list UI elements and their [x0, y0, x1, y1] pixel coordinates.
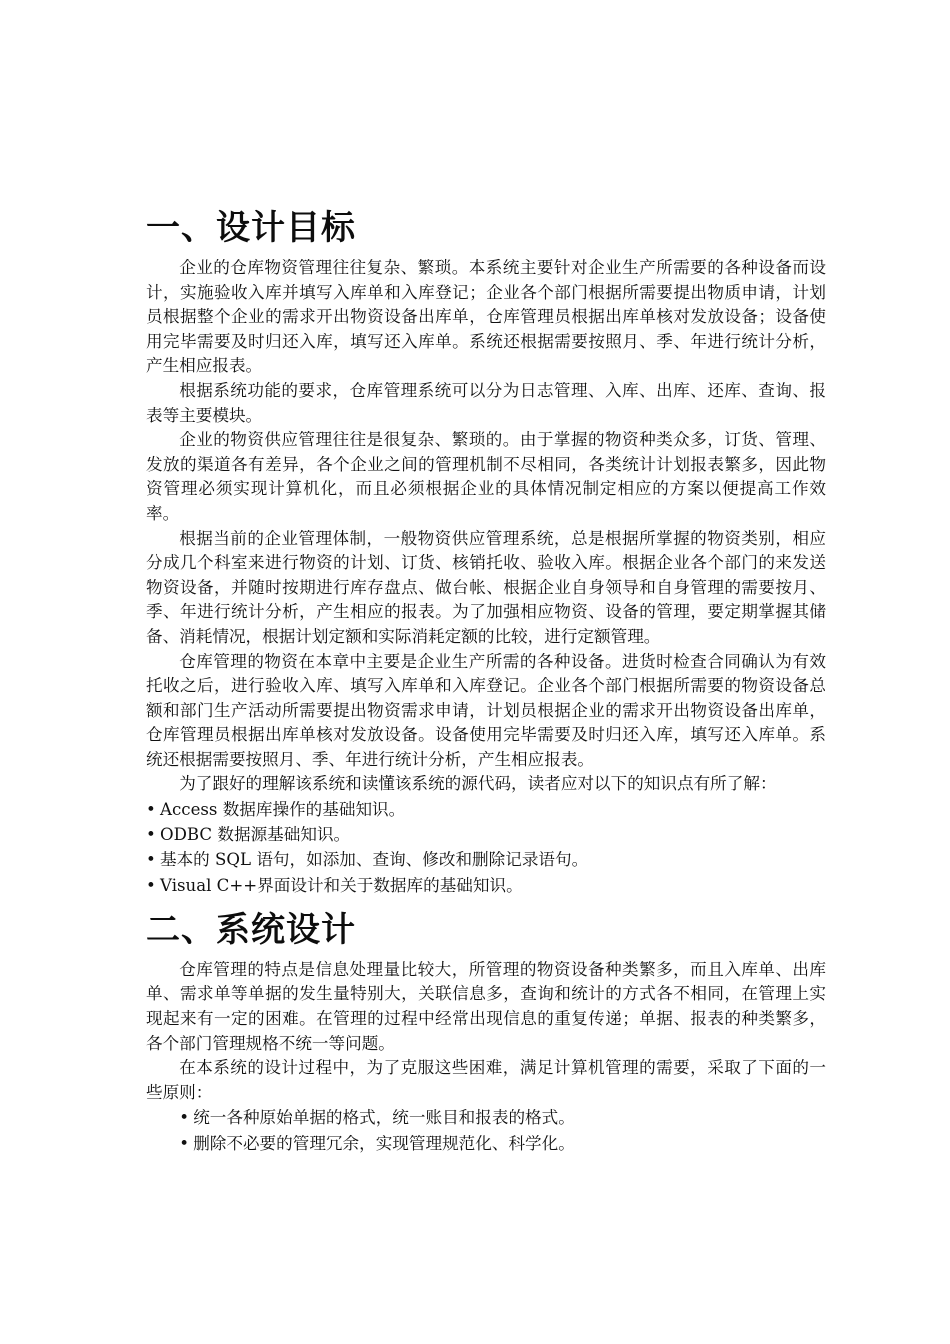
bullet-dot-icon: • — [146, 825, 156, 845]
bullet-item — [146, 822, 826, 847]
bullet-item — [146, 873, 826, 898]
bullet-dot-icon: • — [146, 875, 156, 895]
bullet-dot-icon: • — [146, 850, 156, 870]
bullet-dot-icon: • — [179, 1108, 189, 1128]
section-heading-system-design: 二、系统设计 — [146, 909, 356, 950]
bullet-text: Access 数据库操作的基础知识。 — [160, 800, 406, 820]
body-paragraph: 仓库管理的物资在本章中主要是企业生产所需的各种设备。进货时检查合同确认为有效托收之后，进行验收入库、填写入库单和入库登记。企业各个部门根据所需要的物资设备总额和部门生产活动所需要提出物资需求申请，计划员根据企业的需求开出物资设备出库单，仓库管理员根据出库单核对发放设备。设备使用完毕需要及时归还入库，填写还入库单。系统还根据需要按照月、季、年进行统计分析，产生相应报表。 — [146, 651, 826, 769]
bullet-item — [146, 797, 826, 822]
bullet-dot-icon: • — [146, 800, 156, 820]
body-paragraph: 根据系统功能的要求，仓库管理系统可以分为日志管理、入库、出库、还库、查询、报表等主要模块。 — [146, 380, 826, 425]
bullet-text: 删除不必要的管理冗余，实现管理规范化、科学化。 — [193, 1133, 575, 1153]
bullet-text: 基本的 SQL 语句，如添加、查询、修改和删除记录语句。 — [160, 850, 589, 870]
body-paragraph: 在本系统的设计过程中，为了克服这些困难，满足计算机管理的需要，采取了下面的一些原则： — [146, 1058, 826, 1102]
bullet-text: 统一各种原始单据的格式，统一账目和报表的格式。 — [193, 1108, 575, 1128]
bullet-dot-icon: • — [179, 1133, 189, 1153]
body-paragraph: 根据当前的企业管理体制，一般物资供应管理系统，总是根据所掌握的物资类别，相应分成几个科室来进行物资的计划、订货、核销托收、验收入库。根据企业各个部门的来发送物资设备，并随时按期进行库存盘点、做台帐、根据企业自身领导和自身管理的需要按月、季、年进行统计分析，产生相应的报表。为了加强相应物资、设备的管理，要定期掌握其储备、消耗情况，根据计划定额和实际消耗定额的比较，进行定额管理。 — [146, 528, 826, 646]
body-paragraph: 仓库管理的特点是信息处理量比较大，所管理的物资设备种类繁多，而且入库单、出库单、需求单等单据的发生量特别大，关联信息多，查询和统计的方式各不相同，在管理上实现起来有一定的困难。在管理的过程中经常出现信息的重复传递；单据、报表的种类繁多，各个部门管理规格不统一等问题。 — [146, 959, 826, 1053]
section-heading-design-goals: 一、设计目标 — [146, 208, 356, 248]
body-paragraph: 企业的物资供应管理往往是很复杂、繁琐的。由于掌握的物资种类众多，订货、管理、发放的渠道各有差异，各个企业之间的管理机制不尽相同，各类统计计划报表繁多，因此物资管理必须实现计算机化，而且必须根据企业的具体情况制定相应的方案以便提高工作效率。 — [146, 430, 826, 523]
body-paragraph: 企业的仓库物资管理往往复杂、繁琐。本系统主要针对企业生产所需要的各种设备而设计，实施验收入库并填写入库单和入库登记；企业各个部门根据所需要提出物质申请，计划员根据整个企业的需求开出物资设备出库单，仓库管理员根据出库单核对发放设备；设备使用完毕需要及时归还入库，填写还入库单。系统还根据需要按照月、季、年进行统计分析，产生相应报表。 — [146, 258, 826, 376]
body-paragraph: 为了跟好的理解该系统和读懂该系统的源代码，读者应对以下的知识点有所了解： — [179, 774, 777, 794]
bullet-item — [146, 847, 826, 872]
bullet-item — [146, 1131, 826, 1156]
bullet-text: Visual C++界面设计和关于数据库的基础知识。 — [160, 875, 523, 895]
bullet-text: ODBC 数据源基础知识。 — [160, 825, 351, 845]
document-page — [146, 200, 826, 1156]
bullet-item — [146, 1105, 826, 1130]
